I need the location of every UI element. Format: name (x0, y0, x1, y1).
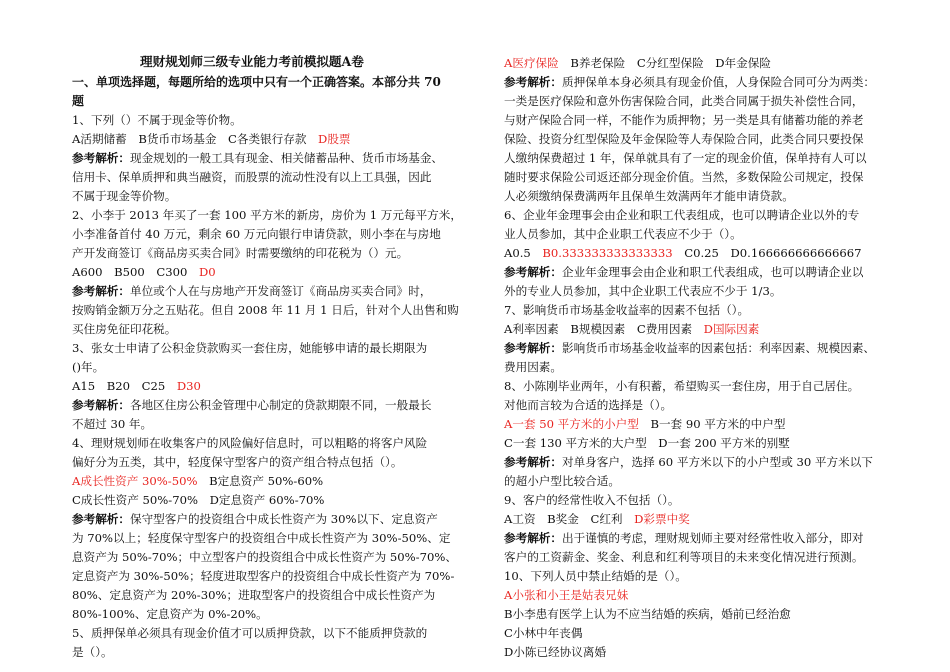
text-line (504, 301, 749, 320)
correct-answer: D0 (198, 265, 216, 279)
text-span: D小陈已经协议离婚 (504, 645, 607, 659)
text-span: 费用因素。 (504, 360, 562, 374)
text-line (504, 548, 863, 567)
text-line (504, 434, 790, 453)
text-span: 8、小陈刚毕业两年，小有积蓄，希望购买一套住房，用于自己居住。 (504, 379, 860, 393)
text-line (72, 567, 454, 586)
text-line (504, 111, 863, 130)
text-line (72, 434, 427, 453)
text-line (72, 168, 431, 187)
text-span: B一套 90 平方米的中户型 (638, 417, 786, 431)
analysis-label: 参考解析： (72, 151, 130, 165)
text-line (504, 225, 742, 244)
text-span: ()年。 (72, 360, 105, 374)
text-line (504, 263, 863, 282)
analysis-label: 参考解析： (504, 265, 562, 279)
text-line (72, 453, 402, 472)
text-line (504, 605, 791, 624)
text-span: A利率因素 B规模因素 C费用因素 (504, 322, 704, 336)
text-line (72, 624, 427, 643)
text-line (504, 54, 771, 73)
text-span: A工资 B奖金 C红利 (504, 512, 635, 526)
text-span: 各地区住房公积金管理中心制定的贷款期限不同，一般最长 (129, 398, 432, 412)
text-span: 人必须缴纳保费满两年且保单生效满两年才能申请贷款。 (504, 189, 794, 203)
text-line (504, 358, 562, 377)
text-span: 80%、定息资产为 20%-30%；进取型客户的投资组合中成长性资产为 (72, 588, 436, 602)
text-line (504, 453, 873, 472)
text-line (72, 225, 441, 244)
text-span: C成长性资产 50%-70% D定息资产 60%-70% (72, 493, 325, 507)
analysis-label: 参考解析： (72, 398, 130, 412)
text-line (72, 396, 431, 415)
text-span: 与财产保险合同一样，不能作为质押物；另一类是具有储蓄功能的养老 (504, 113, 864, 127)
text-line (72, 263, 216, 282)
text-line (504, 92, 863, 111)
text-line (72, 111, 242, 130)
text-line (72, 529, 450, 548)
text-span: 不超过 30 年。 (72, 417, 153, 431)
text-line (504, 529, 863, 548)
text-line (72, 187, 176, 206)
text-span: 定息资产为 30%-50%；轻度进取型客户的投资组合中成长性资产为 70%- (72, 569, 455, 583)
text-span: 随时要求保险公司返还部分现金价值。当然，多数保险公司规定，投保 (504, 170, 864, 184)
text-line (72, 339, 427, 358)
text-line (504, 130, 863, 149)
text-span: 外的专业人员参加，其中企业职工代表应不少于 1/3。 (504, 284, 782, 298)
text-line (504, 396, 672, 415)
analysis-label: 参考解析： (72, 284, 130, 298)
text-span: A600 B500 C300 (72, 265, 199, 279)
correct-answer: A成长性资产 30%-50% (72, 474, 198, 488)
text-line (72, 149, 443, 168)
text-span: 80%-100%、定息资产为 0%-20%。 (72, 607, 268, 621)
text-line (504, 282, 781, 301)
text-span: 人缴纳保费超过 1 年，保单就具有了一定的现金价值，保单持有人可以 (504, 151, 867, 165)
text-line (504, 339, 875, 358)
text-span: 按购销金额万分之五贴花。但自 2008 年 11 月 1 日后，针对个人出售和购 (72, 303, 459, 317)
text-span: 4、理财规划师在收集客户的风险偏好信息时，可以粗略的将客户风险 (72, 436, 428, 450)
text-span: C0.25 D0.166666666666667 (672, 246, 862, 260)
section-heading (72, 73, 441, 92)
text-span: 题 (72, 94, 85, 108)
text-line (72, 130, 351, 149)
text-span: 产开发商签订《商品房买卖合同》时需要缴纳的印花税为（）元。 (72, 246, 409, 260)
text-span: 对单身客户，选择 60 平方米以下的小户型或 30 平方米以下 (561, 455, 873, 469)
text-line (72, 643, 113, 662)
text-line (504, 415, 785, 434)
text-line (72, 301, 459, 320)
text-span: 质押保单本身必须具有现金价值，人身保险合同可分为两类： (561, 75, 876, 89)
analysis-label: 参考解析： (504, 455, 562, 469)
text-line (504, 643, 606, 662)
page-title (140, 52, 364, 71)
text-span: 信用卡、保单质押和典当融资，而股票的流动性没有以上工具强，因此 (72, 170, 432, 184)
text-span: 理财规划师三级专业能力考前模拟题A卷 (140, 54, 364, 69)
text-span: C一套 130 平方米的大户型 D一套 200 平方米的别墅 (504, 436, 790, 450)
text-line (72, 548, 457, 567)
text-line (72, 510, 438, 529)
text-line (72, 472, 323, 491)
text-line (504, 206, 859, 225)
text-line (504, 73, 875, 92)
correct-answer: D国际因素 (703, 322, 760, 336)
analysis-label: 参考解析： (504, 75, 562, 89)
text-line (504, 168, 863, 187)
text-line (72, 282, 431, 301)
text-span: 10、下列人员中禁止结婚的是（）。 (504, 569, 687, 583)
text-span: 1、下列（）不属于现金等价物。 (72, 113, 242, 127)
text-line (504, 377, 859, 396)
text-span: B养老保险 C分红型保险 D年金保险 (558, 56, 771, 70)
text-span: 的超小户型比较合适。 (504, 474, 620, 488)
text-span: 9、客户的经常性收入不包括（）。 (504, 493, 680, 507)
text-line (504, 510, 690, 529)
text-span: 是（）。 (72, 645, 113, 659)
text-span: B定息资产 50%-60% (197, 474, 324, 488)
text-line (72, 206, 462, 225)
text-span: 出于谨慎的考虑，理财规划师主要对经常性收入部分，即对 (561, 531, 864, 545)
text-span: A活期储蓄 B货币市场基金 C各类银行存款 (72, 132, 319, 146)
text-span: 客户的工资薪金、奖金、利息和红利等项目的未来变化情况进行预测。 (504, 550, 864, 564)
text-span: A0.5 (504, 246, 543, 260)
text-span: 小李准备首付 40 万元，剩余 60 万元向银行申请贷款，则小李在与房地 (72, 227, 441, 241)
analysis-label: 参考解析： (504, 531, 562, 545)
text-span: 7、影响货币市场基金收益率的因素不包括（）。 (504, 303, 750, 317)
text-span: 保守型客户的投资组合中成长性资产为 30%以下、定息资产 (129, 512, 438, 526)
text-line (504, 320, 759, 339)
text-span: 一类是医疗保险和意外伤害保险合同，此类合同属于损失补偿性合同， (504, 94, 864, 108)
text-line (72, 586, 435, 605)
text-line (504, 244, 862, 263)
text-span: 5、质押保单必须具有现金价值才可以质押贷款，以下不能质押贷款的 (72, 626, 428, 640)
text-line (504, 567, 687, 586)
correct-answer: D30 (176, 379, 201, 393)
text-span: B小李患有医学上认为不应当结婚的疾病，婚前已经治愈 (504, 607, 791, 621)
analysis-label: 参考解析： (72, 512, 130, 526)
text-span: A15 B20 C25 (72, 379, 177, 393)
text-line (504, 149, 867, 168)
text-span: 保险、投资分红型保险及年金保险等人寿保险合同，此类合同只要投保 (504, 132, 864, 146)
text-span: 影响货币市场基金收益率的因素包括：利率因素、规模因素、 (561, 341, 876, 355)
text-span: 对他而言较为合适的选择是（）。 (504, 398, 673, 412)
text-span: 不属于现金等价物。 (72, 189, 177, 203)
text-line (72, 605, 268, 624)
text-line (504, 472, 620, 491)
text-line (504, 491, 679, 510)
text-span: 单位或个人在与房地产开发商签订《商品房买卖合同》时， (129, 284, 432, 298)
text-span: 现金规划的一般工具有现金、相关储蓄品种、货币市场基金、 (129, 151, 444, 165)
text-span: 2、小李于 2013 年买了一套 100 平方米的新房，房价为 1 万元每平方米， (72, 208, 462, 222)
text-line (72, 415, 152, 434)
correct-answer: D彩票中奖 (634, 512, 690, 526)
correct-answer: A一套 50 平方米的小户型 (504, 417, 639, 431)
text-span: 业人员参加，其中企业职工代表应不少于（）。 (504, 227, 742, 241)
analysis-label: 参考解析： (504, 341, 562, 355)
text-span: 3、张女士申请了公积金贷款购买一套住房，她能够申请的最长期限为 (72, 341, 428, 355)
text-line (72, 358, 104, 377)
text-line (504, 624, 582, 643)
text-line (504, 187, 794, 206)
text-line (504, 586, 628, 605)
text-span: 企业年金理事会由企业和职工代表组成，也可以聘请企业以 (561, 265, 864, 279)
correct-answer: D股票 (318, 132, 351, 146)
section-heading (72, 92, 84, 111)
text-span: C小林中年丧偶 (504, 626, 583, 640)
correct-answer: A小张和小王是姑表兄妹 (504, 588, 629, 602)
text-span: 6、企业年金理事会由企业和职工代表组成，也可以聘请企业以外的专 (504, 208, 860, 222)
text-line (72, 491, 324, 510)
text-span: 买住房免征印花税。 (72, 322, 177, 336)
text-span: 为 70%以上；轻度保守型客户的投资组合中成长性资产为 30%-50%、定 (72, 531, 451, 545)
text-span: 息资产为 50%-70%；中立型客户的投资组合中成长性资产为 50%-70%、 (72, 550, 457, 564)
text-line (72, 377, 201, 396)
text-span: 一、单项选择题，每题所给的选项中只有一个正确答案。本部分共 70 (72, 75, 441, 89)
text-line (72, 320, 176, 339)
text-span: 偏好分为五类，其中，轻度保守型客户的资产组合特点包括（）。 (72, 455, 403, 469)
correct-answer: B0.333333333333333 (542, 246, 673, 260)
correct-answer: A医疗保险 (504, 56, 559, 70)
text-line (72, 244, 408, 263)
